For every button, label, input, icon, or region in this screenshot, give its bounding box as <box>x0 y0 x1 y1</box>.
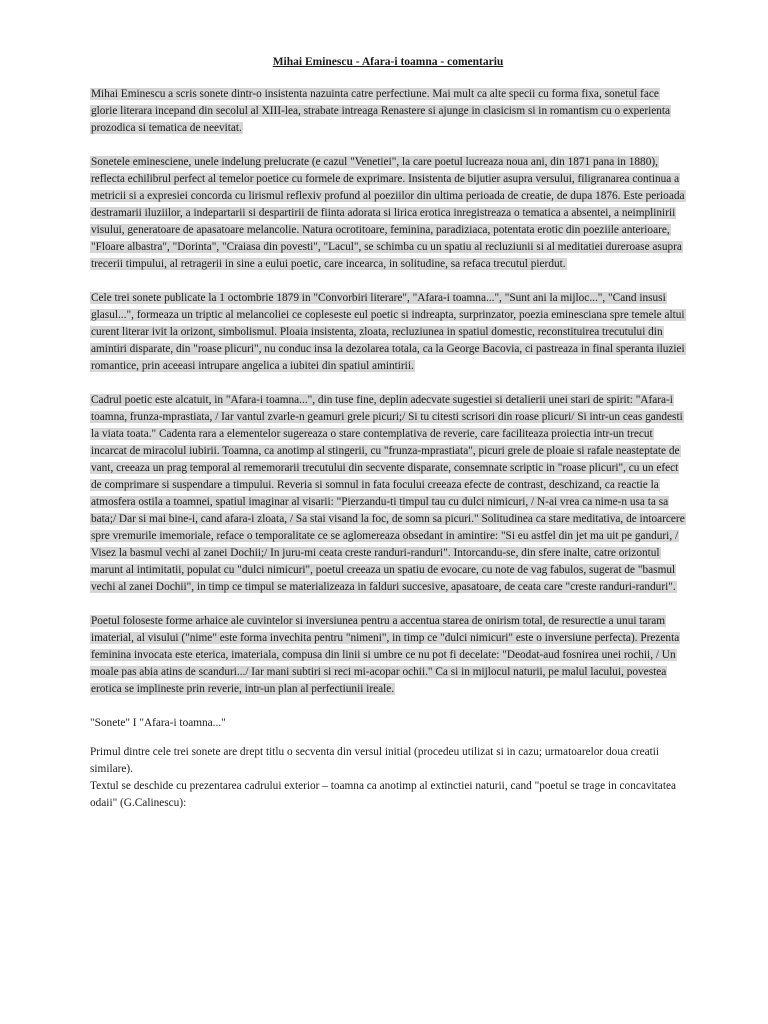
document-title: Mihai Eminescu - Afara-i toamna - comentariu <box>272 56 504 68</box>
section-subheading: "Sonete" I "Afara-i toamna..." <box>90 717 226 729</box>
paragraph-sonete-eminesciene <box>90 154 686 273</box>
closing-line: Primul dintre cele trei sonete are drept titlu o secventa din versul initial (procedeu utilizat si in cazu; urmatoarelor doua creatii similare). <box>90 746 660 775</box>
paragraph-intro <box>90 86 686 137</box>
highlighted-text: Poetul foloseste forme arhaice ale cuvintelor si inversiunea pentru a accentua starea de onirism total, de resurectie a unui taram imaterial, al visului ("nime" este forma invechita pentru "nimeni", in timp ce "dulci nimicuri" este o inversiune perfecta). Prezenta feminina invocata este eterica, imateriala, compusa din linii si umbre ce nu pot fi decelate: "Deodat-aud fosnirea unei rochii, / Un moale pas abia atins de scanduri.../ Iar mani subtiri si reci mi-acopar ochii." Ca si in mijlocul naturii, pe malul lacului, povestea erotica se implineste prin reverie, intr-un plan al perfectiunii ireale. <box>91 615 680 695</box>
highlighted-text: Cadrul poetic este alcatuit, in "Afara-i toamna...", din tuse fine, deplin adecvate sugestiei si detalierii unei stari de spirit: "Afara-i toamna, frunza-mprastiata, / Iar vantul zvarle-n geamuri grele picuri;/ Si tu citesti scrisori din roase plicuri/ Si intr-un ceas gandesti la viata toata." Cadenta rara a elementelor sugereaza o stare contemplativa de reverie, care faciliteaza proiectia intr-un trecut incarcat de miracolul iubirii. Toamna, ca anotimp al stingerii, cu "frunza-mprastiata", picuri grele de ploaie si rafale neasteptate de vant, creeaza un prag temporal al rememorarii trecutului din secvente disparate, consemnate scriptic in "roase plicuri", cu un efect de comprimare si suspendare a timpului. Reveria si somnul in fata focului creeaza efecte de contrast, deschizand, ca reactie la atmosfera ostila a toamnei, spatiul imaginar al visarii: "Pierzandu-ti timpul tau cu dulci nimicuri, / N-ai vrea ca nime-n usa ta sa bata;/ Dar si mai bine-i, cand afara-i zloata, / Sa stai visand la foc, de somn sa picuri." Solitudinea ca stare meditativa, de intoarcere spre vremurile imemoriale, reface o temporalitate ce se aglomereaza obsedant in amintire: "Si eu astfel din jet ma uit pe ganduri, / Visez la basmul vechi al zanei Dochii;/ In juru-mi ceata creste randuri-randuri". Intorcandu-se, din sfere inalte, catre orizontul marunt al intimitatii, populat cu "dulci nimicuri", poetul creeaza un spatiu de evocare, cu note de vag fabulos, sugerat de "basmul vechi al zanei Dochii", in timp ce timpul se materializeaza in falduri succesive, apasatoare, de ceata care "creste randuri-randuri". <box>91 394 685 593</box>
paragraph-cadrul-poetic <box>90 392 686 596</box>
highlighted-text: Sonetele eminesciene, unele indelung prelucrate (e cazul "Venetiei", la care poetul lucreaza noua ani, din 1871 pana in 1880), reflecta echilibrul perfect al temelor poetice cu formele de exprimare. Insistenta de bijutier asupra versului, filigranarea continua a metricii si a expresiei concorda cu lirismul reflexiv profund al poeziilor din ultima perioada de creatie, de dupa 1876. Este perioada destramarii iluziilor, a indepartarii si despartirii de fiinta adorata si lirica erotica inregistreaza o tematica a absentei, a neimplinirii visului, generatoare de apasatoare melancolie. Natura ocrotitoare, feminina, paradiziaca, potentata erotic din poeziile anterioare, "Floare albastra", "Dorinta", "Craiasa din povesti", "Lacul", se schimba cu un spatiu al recluziunii si al meditatiei dureroase asupra trecerii timpului, al retragerii in sine a eului poetic, care incearca, in solitudine, sa refaca trecutul pierdut. <box>91 156 685 270</box>
spacer <box>90 732 686 744</box>
highlighted-text: Mihai Eminescu a scris sonete dintr-o insistenta nazuinta catre perfectiune. Mai mult ca alte specii cu forma fixa, sonetul face glorie literara incepand din secolul al XIII-lea, strabate intreaga Renastere si ajunge in clasicism si in romantism cu o experienta prozodica si tematica de neevitat. <box>91 88 671 134</box>
highlighted-text: Cele trei sonete publicate la 1 octombrie 1879 in "Convorbiri literare", "Afara-i toamna...", "Sunt ani la mijloc...", "Cand insusi glasul...", formeaza un triptic al melancoliei ce copleseste eul poetic si indreapta, surprinzator, poezia eminesciana spre temele altui curent literar ivit la orizont, simbolismul. Ploaia insistenta, zloata, recluziunea in spatiul domestic, reconstituirea trecutului din amintiri disparate, din "roase plicuri", nu conduc insa la dezolarea totala, ca la George Bacovia, ci pastreaza in final speranta iluziei romantice, prin aceeasi intrupare angelica a iubitei din spatiul amintirii. <box>91 292 685 372</box>
closing-line: Textul se deschide cu prezentarea cadrului exterior – toamna ca anotimp al extinctiei naturii, cand "poetul se trage in concavitatea odaii" (G.Calinescu): <box>90 780 676 809</box>
paragraph-cele-trei-sonete <box>90 290 686 375</box>
paragraph-forme-arhaice <box>90 613 686 698</box>
